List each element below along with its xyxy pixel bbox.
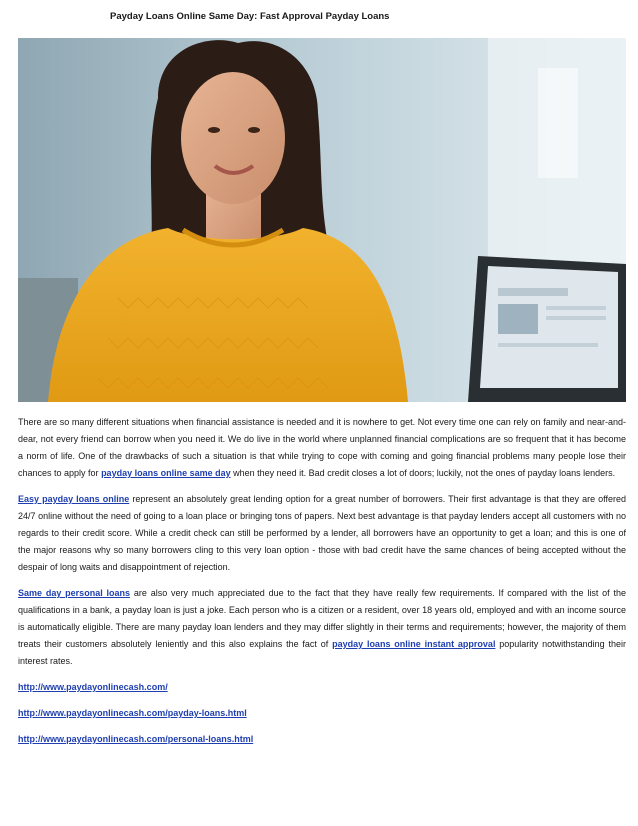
document-title: Payday Loans Online Same Day: Fast Approval Payday Loans <box>110 11 390 22</box>
article-body <box>18 414 626 757</box>
paragraph-3-text-b: popularity notwithstanding their interest rates. <box>18 639 627 666</box>
link-easy-payday-loans-online[interactable]: Easy payday loans online <box>18 494 130 504</box>
url-list <box>18 679 626 748</box>
hero-photo <box>18 38 626 402</box>
paragraph-2 <box>18 491 626 576</box>
paragraph-2-text: represent an absolutely great lending option for a great number of borrowers. Their first advantage is that they are offered 24/7 online without the need of going to a loan place or bringing tons of papers. Next best advantage is that payday lenders accept all customers with no regards to their credit score. While a credit check can still be performed by a lender, all borrowers have an opportunity to get a loan; and this is one of the major reasons why so many borrowers cling to this very loan option - those with bad credit have the same chances of being accepted without the despair of long waits and disappointment of rejection. <box>18 494 627 572</box>
link-payday-loans-online-instant-approval[interactable]: payday loans online instant approval <box>332 639 496 649</box>
paragraph-1 <box>18 414 626 482</box>
paragraph-3-text-a: are also very much appreciated due to the fact that they have really few requirements. If compared with the list of the qualifications in a bank, a payday loan is just a joke. Each person who is a citizen or a resident, over 18 years old, employed and with an income source is automatically eligible. There are many payday loan lenders and they may differ slightly in their terms and requirements; however, the majority of them treats their customers absolutely leniently and this also explains the fact of <box>18 588 626 649</box>
paragraph-3 <box>18 585 626 670</box>
link-payday-loans-online-same-day[interactable]: payday loans online same day <box>101 468 231 478</box>
url-link-home[interactable]: http://www.paydayonlinecash.com/ <box>18 682 168 692</box>
paragraph-1-text-b: when they need it. Bad credit closes a lot of doors; luckily, not the ones of payday loans lenders. <box>230 468 616 478</box>
url-link-payday-loans[interactable]: http://www.paydayonlinecash.com/payday-loans.html <box>18 708 247 718</box>
link-same-day-personal-loans[interactable]: Same day personal loans <box>18 588 131 598</box>
paragraph-1-text-a: There are so many different situations when financial assistance is needed and it is nowhere to get. Not every time one can rely on family and near-and-dear, not every friend can borrow when you need it. We do live in the world where unplanned financial complications are so frequent that it has become a norm of life. One of the drawbacks of such a situation is that while trying to cope with coming and going financial problems many people lose their chances to apply for <box>18 417 626 478</box>
url-link-personal-loans[interactable]: http://www.paydayonlinecash.com/personal-loans.html <box>18 734 254 744</box>
